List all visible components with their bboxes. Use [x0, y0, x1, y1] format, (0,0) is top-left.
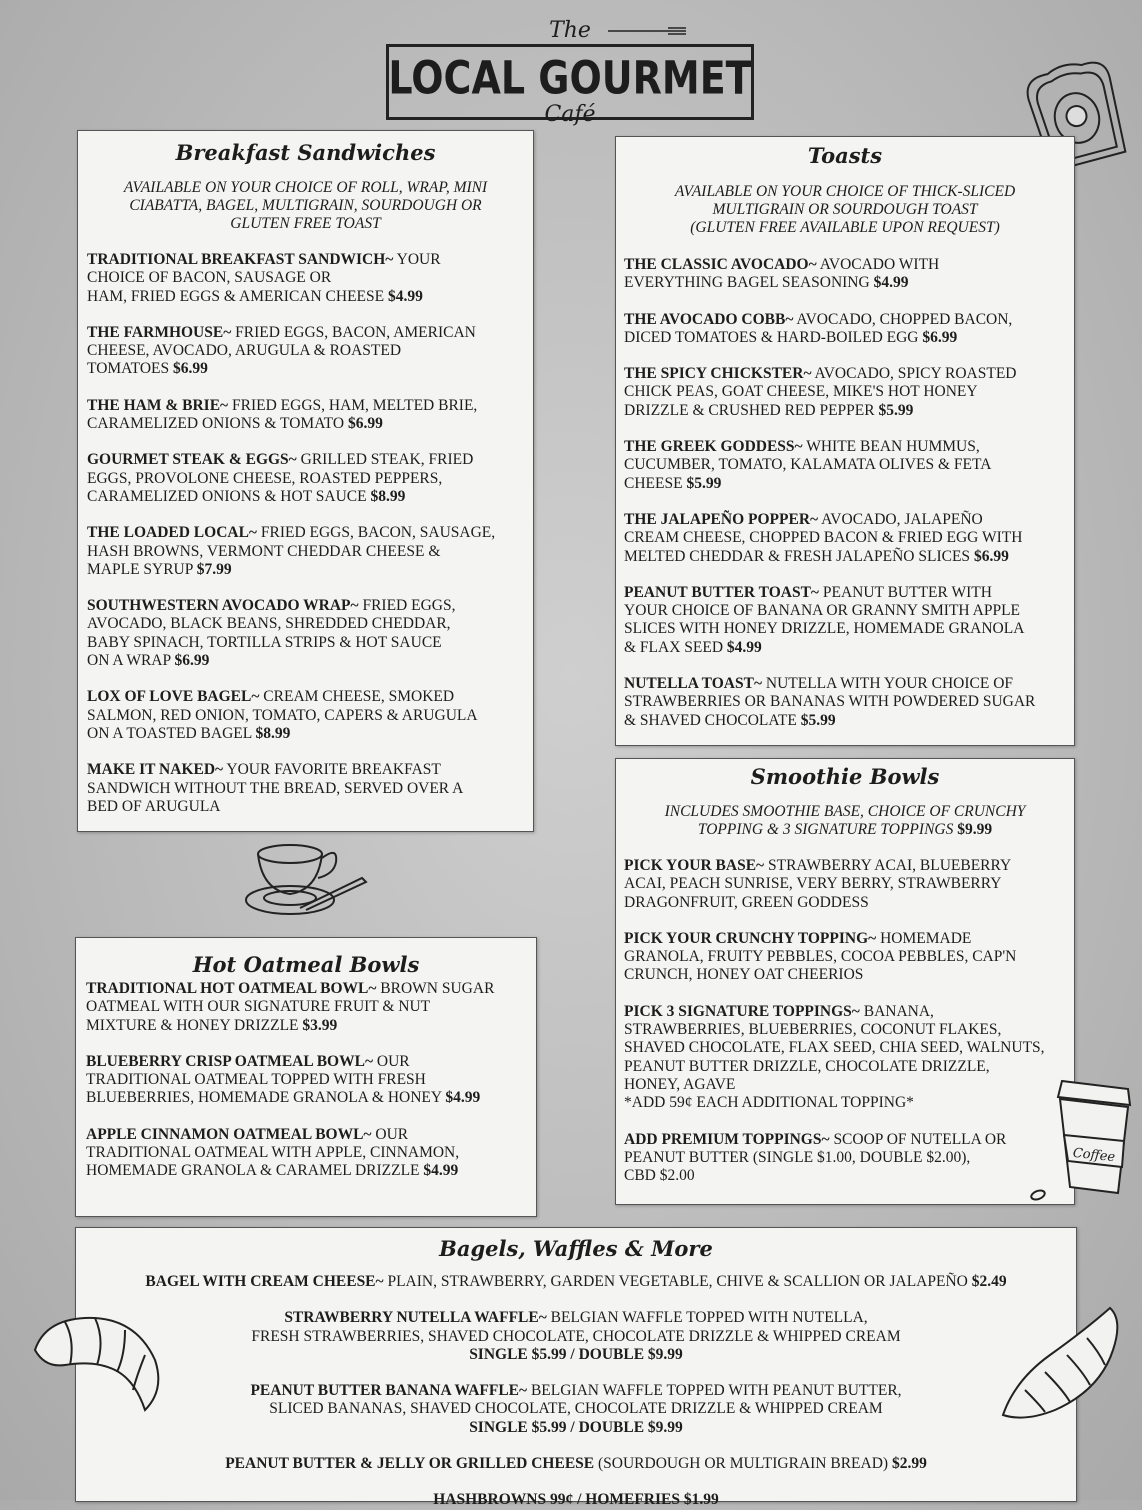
breakfast-sandwiches-items	[78, 251, 533, 816]
item-price: $6.99	[347, 415, 383, 433]
item-name: HASHBROWNS 99¢ / HOMEFRIES $1.99	[433, 1491, 719, 1509]
item-desc: AVOCADO, JALAPEÑO	[821, 510, 983, 528]
item-name: THE AVOCADO COBB~	[624, 310, 794, 328]
item-desc: (SOURDOUGH OR MULTIGRAIN BREAD)	[598, 1455, 889, 1473]
toasts-intro	[625, 183, 1065, 237]
item-desc: SANDWICH WITHOUT THE BREAD, SERVED OVER A	[87, 779, 464, 797]
item-desc: CHOICE OF BACON, SAUSAGE OR	[87, 269, 332, 287]
menu-item	[624, 857, 1070, 912]
item-desc: SLICES WITH HONEY DRIZZLE, HOMEMADE GRANOLA	[624, 620, 1025, 638]
item-desc: NUTELLA WITH YOUR CHOICE OF	[765, 675, 1014, 693]
menu-item	[87, 251, 525, 306]
item-desc: HASH BROWNS, VERMONT CHEDDAR CHEESE &	[87, 542, 441, 560]
item-desc: CHEESE, AVOCADO, ARUGULA & ROASTED	[87, 342, 402, 360]
item-desc: STRAWBERRY ACAI, BLUEBERRY	[768, 857, 1012, 874]
menu-item	[624, 438, 1068, 493]
item-desc: DRIZZLE & CRUSHED RED PEPPER	[624, 401, 875, 419]
croissant-icon	[25, 1310, 165, 1420]
item-desc: GRANOLA, FRUITY PEBBLES, COCOA PEBBLES, CAP'N	[624, 948, 1017, 966]
item-desc: SALMON, RED ONION, TOMATO, CAPERS & ARUGULA	[87, 706, 478, 724]
menu-item	[86, 980, 530, 1035]
item-price: $4.99	[387, 287, 423, 305]
item-desc: BANANA,	[863, 1002, 934, 1020]
item-desc: HAM, FRIED EGGS & AMERICAN CHEESE	[87, 287, 385, 305]
item-desc: BELGIAN WAFFLE TOPPED WITH PEANUT BUTTER,	[530, 1382, 902, 1400]
bagels-waffles-title: Bagels, Waffles & More	[439, 1236, 713, 1261]
item-desc: EVERYTHING BAGEL SEASONING	[624, 274, 870, 292]
item-desc: TRADITIONAL OATMEAL TOPPED WITH FRESH	[86, 1071, 426, 1089]
item-name: THE LOADED LOCAL~	[87, 524, 257, 542]
bagels-waffles-items	[76, 1273, 1076, 1510]
item-desc: BLUEBERRIES, HOMEMADE GRANOLA & HONEY	[86, 1089, 442, 1107]
menu-item	[624, 1131, 1070, 1186]
item-price: $5.99	[686, 474, 722, 492]
item-desc: CREAM CHEESE, SMOKED	[263, 688, 455, 706]
bagels-waffles-panel	[75, 1227, 1077, 1509]
item-name: TRADITIONAL HOT OATMEAL BOWL~	[86, 980, 377, 997]
item-price: $2.49	[971, 1273, 1007, 1290]
item-desc: *ADD 59¢ EACH ADDITIONAL TOPPING*	[624, 1094, 914, 1112]
menu-item	[76, 1309, 1076, 1364]
menu-item	[624, 930, 1070, 985]
item-name: THE SPICY CHICKSTER~	[624, 365, 812, 383]
item-desc: ON A TOASTED BAGEL	[87, 724, 252, 742]
item-desc: PEANUT BUTTER DRIZZLE, CHOCOLATE DRIZZLE,	[624, 1057, 990, 1075]
item-desc: DICED TOMATOES & HARD-BOILED EGG	[624, 328, 919, 346]
menu-item	[87, 397, 525, 434]
item-name: THE CLASSIC AVOCADO~	[624, 256, 817, 273]
item-desc: FRIED EGGS, BACON, AMERICAN	[235, 323, 476, 341]
item-price: $5.99	[878, 401, 914, 419]
intro-line: AVAILABLE ON YOUR CHOICE OF ROLL, WRAP, MINI	[123, 179, 488, 196]
item-price: $4.99	[873, 274, 909, 292]
item-price: SINGLE $5.99 / DOUBLE $9.99	[469, 1345, 683, 1363]
item-price: $6.99	[973, 547, 1009, 565]
intro-line: TOPPING & 3 SIGNATURE TOPPINGS	[697, 821, 954, 838]
item-desc: STRAWBERRIES, BLUEBERRIES, COCONUT FLAKES,	[624, 1021, 1002, 1039]
item-desc: YOUR	[396, 251, 441, 268]
item-desc: SHAVED CHOCOLATE, FLAX SEED, CHIA SEED, WALNUTS,	[624, 1039, 1045, 1057]
item-price: $4.99	[726, 638, 762, 656]
menu-item	[76, 1382, 1076, 1437]
menu-item	[76, 1273, 1076, 1291]
breakfast-sandwiches-title: Breakfast Sandwiches	[175, 140, 436, 165]
item-desc: HOMEMADE	[880, 929, 972, 947]
item-desc: SCOOP OF NUTELLA OR	[833, 1130, 1007, 1148]
item-price: $7.99	[196, 560, 232, 578]
item-desc: CREAM CHEESE, CHOPPED BACON & FRIED EGG WITH	[624, 529, 1023, 547]
item-price: $3.99	[302, 1016, 338, 1034]
item-price: $8.99	[370, 487, 406, 505]
coffee-cup-label: Coffee	[1072, 1145, 1116, 1166]
oatmeal-title: Hot Oatmeal Bowls	[192, 952, 420, 977]
item-desc: OUR	[376, 1052, 410, 1070]
cafe-logo	[380, 18, 760, 128]
item-desc: FRESH STRAWBERRIES, SHAVED CHOCOLATE, CHOCOLATE DRIZZLE & WHIPPED CREAM	[251, 1327, 901, 1345]
item-price: $4.99	[423, 1162, 459, 1180]
logo-the: The	[549, 18, 591, 43]
smoothie-bowls-title: Smoothie Bowls	[750, 764, 940, 789]
item-name: PEANUT BUTTER & JELLY OR GRILLED CHEESE	[225, 1455, 595, 1473]
item-desc: AVOCADO, CHOPPED BACON,	[796, 310, 1013, 328]
menu-item	[624, 365, 1068, 420]
item-desc: EGGS, PROVOLONE CHEESE, ROASTED PEPPERS,	[87, 469, 443, 487]
item-name: GOURMET STEAK & EGGS~	[87, 451, 297, 469]
item-desc: MELTED CHEDDAR & FRESH JALAPEÑO SLICES	[624, 547, 971, 565]
item-price: SINGLE $5.99 / DOUBLE $9.99	[469, 1418, 683, 1436]
item-name: ADD PREMIUM TOPPINGS~	[624, 1130, 830, 1148]
item-desc: YOUR CHOICE OF BANANA OR GRANNY SMITH APPLE	[624, 602, 1021, 620]
item-desc: AVOCADO WITH	[819, 256, 940, 273]
item-name: BLUEBERRY CRISP OATMEAL BOWL~	[86, 1052, 373, 1070]
item-price: $8.99	[255, 724, 291, 742]
item-name: PEANUT BUTTER TOAST~	[624, 583, 819, 601]
menu-item	[86, 1126, 530, 1181]
intro-line: CIABATTA, BAGEL, MULTIGRAIN, SOURDOUGH OR	[129, 197, 482, 214]
logo-name: LOCAL GOURMET	[388, 51, 752, 105]
item-desc: HONEY, AGAVE	[624, 1075, 736, 1093]
item-desc: PEANUT BUTTER (SINGLE $1.00, DOUBLE $2.00),	[624, 1148, 971, 1166]
smoothie-bowls-intro	[625, 803, 1065, 839]
item-desc: CHEESE	[624, 474, 683, 492]
breakfast-sandwiches-panel	[77, 130, 534, 832]
item-price: $2.99	[891, 1455, 927, 1473]
menu-item	[624, 311, 1068, 348]
item-desc: & FLAX SEED	[624, 638, 724, 656]
teacup-icon	[240, 838, 370, 920]
menu-item	[87, 324, 525, 379]
item-name: BAGEL WITH CREAM CHEESE~	[145, 1273, 384, 1290]
item-desc: DRAGONFRUIT, GREEN GODDESS	[624, 893, 869, 911]
item-name: THE HAM & BRIE~	[87, 396, 229, 414]
item-desc: ON A WRAP	[87, 652, 171, 670]
menu-item	[87, 761, 525, 816]
coffee-cup-icon	[1030, 1075, 1140, 1205]
item-desc: AVOCADO, SPICY ROASTED	[814, 365, 1017, 383]
toasts-items	[616, 256, 1074, 730]
menu-item	[624, 1003, 1070, 1113]
item-name: STRAWBERRY NUTELLA WAFFLE~	[284, 1309, 547, 1327]
item-desc: OUR	[375, 1125, 409, 1143]
item-desc: CRUNCH, HONEY OAT CHEERIOS	[624, 966, 864, 984]
smoothie-bowls-panel	[615, 758, 1075, 1205]
item-desc: CARAMELIZED ONIONS & HOT SAUCE	[87, 487, 367, 505]
croissant-icon	[995, 1300, 1125, 1425]
item-desc: ACAI, PEACH SUNRISE, VERY BERRY, STRAWBERRY	[624, 875, 1002, 893]
intro-line: (GLUTEN FREE AVAILABLE UPON REQUEST)	[690, 219, 1000, 236]
item-price: $4.99	[445, 1089, 481, 1107]
menu-item	[87, 451, 525, 506]
item-desc: STRAWBERRIES OR BANANAS WITH POWDERED SUGAR	[624, 693, 1036, 711]
item-name: LOX OF LOVE BAGEL~	[87, 688, 260, 706]
intro-line: GLUTEN FREE TOAST	[230, 215, 381, 232]
item-desc: HOMEMADE GRANOLA & CARAMEL DRIZZLE	[86, 1162, 420, 1180]
toasts-panel	[615, 136, 1075, 746]
item-desc: BABY SPINACH, TORTILLA STRIPS & HOT SAUCE	[87, 633, 442, 651]
oatmeal-items	[76, 980, 536, 1181]
item-desc: CHICK PEAS, GOAT CHEESE, MIKE'S HOT HONEY	[624, 383, 978, 401]
menu-item	[86, 1053, 530, 1108]
item-desc: FRIED EGGS,	[362, 597, 456, 615]
item-price: $5.99	[800, 711, 836, 729]
item-name: TRADITIONAL BREAKFAST SANDWICH~	[87, 251, 394, 268]
item-name: PICK YOUR CRUNCHY TOPPING~	[624, 929, 877, 947]
logo-cafe: Café	[544, 102, 596, 127]
item-name: APPLE CINNAMON OATMEAL BOWL~	[86, 1125, 372, 1143]
intro-line: MULTIGRAIN OR SOURDOUGH TOAST	[712, 201, 978, 218]
item-desc: OATMEAL WITH OUR SIGNATURE FRUIT & NUT	[86, 998, 431, 1016]
menu-item	[76, 1455, 1076, 1473]
menu-item	[624, 584, 1068, 657]
item-name: THE JALAPEÑO POPPER~	[624, 510, 819, 528]
item-name: THE FARMHOUSE~	[87, 323, 232, 341]
menu-item	[87, 597, 525, 670]
item-desc: FRIED EGGS, HAM, MELTED BRIE,	[232, 396, 478, 414]
item-desc: TRADITIONAL OATMEAL WITH APPLE, CINNAMON,	[86, 1144, 460, 1162]
item-desc: YOUR FAVORITE BREAKFAST	[226, 761, 441, 779]
item-name: PICK YOUR BASE~	[624, 857, 765, 874]
menu-item	[76, 1491, 1076, 1509]
menu-item	[624, 256, 1068, 293]
intro-line: AVAILABLE ON YOUR CHOICE OF THICK-SLICED	[674, 183, 1016, 200]
item-desc: CUCUMBER, TOMATO, KALAMATA OLIVES & FETA	[624, 456, 992, 474]
breakfast-sandwiches-intro	[86, 179, 526, 233]
item-name: PICK 3 SIGNATURE TOPPINGS~	[624, 1002, 860, 1020]
item-desc: MAPLE SYRUP	[87, 560, 193, 578]
item-name: THE GREEK GODDESS~	[624, 438, 803, 456]
item-desc: BELGIAN WAFFLE TOPPED WITH NUTELLA,	[550, 1309, 868, 1327]
intro-line: INCLUDES SMOOTHIE BASE, CHOICE OF CRUNCHY	[664, 803, 1026, 820]
menu-item	[87, 524, 525, 579]
item-desc: & SHAVED CHOCOLATE	[624, 711, 797, 729]
fork-icon	[608, 26, 688, 36]
item-name: SOUTHWESTERN AVOCADO WRAP~	[87, 597, 359, 615]
menu-item	[624, 511, 1068, 566]
item-desc: GRILLED STEAK, FRIED	[300, 451, 474, 469]
item-desc: PEANUT BUTTER WITH	[822, 583, 992, 601]
item-desc: MIXTURE & HONEY DRIZZLE	[86, 1016, 299, 1034]
toasts-title: Toasts	[807, 143, 883, 168]
item-desc: CBD $2.00	[624, 1167, 695, 1185]
item-desc: AVOCADO, BLACK BEANS, SHREDDED CHEDDAR,	[87, 615, 451, 633]
smoothie-bowls-items	[616, 857, 1074, 1185]
item-desc: CARAMELIZED ONIONS & TOMATO	[87, 415, 345, 433]
item-name: NUTELLA TOAST~	[624, 675, 763, 693]
item-desc: WHITE BEAN HUMMUS,	[806, 438, 980, 456]
oatmeal-panel	[75, 937, 537, 1217]
item-desc: TOMATOES	[87, 360, 170, 378]
item-name: PEANUT BUTTER BANANA WAFFLE~	[250, 1382, 528, 1400]
menu-item	[624, 675, 1068, 730]
item-price: $6.99	[922, 328, 958, 346]
item-desc: SLICED BANANAS, SHAVED CHOCOLATE, CHOCOLATE DRIZZLE & WHIPPED CREAM	[269, 1400, 883, 1418]
item-name: MAKE IT NAKED~	[87, 761, 224, 779]
item-desc: BROWN SUGAR	[380, 980, 495, 997]
item-desc: BED OF ARUGULA	[87, 797, 221, 815]
menu-item	[87, 688, 525, 743]
item-desc: FRIED EGGS, BACON, SAUSAGE,	[260, 524, 496, 542]
item-price: $6.99	[172, 360, 208, 378]
intro-price: $9.99	[957, 821, 993, 838]
item-desc: PLAIN, STRAWBERRY, GARDEN VEGETABLE, CHIVE & SCALLION OR JALAPEÑO	[387, 1273, 968, 1290]
item-price: $6.99	[174, 652, 210, 670]
